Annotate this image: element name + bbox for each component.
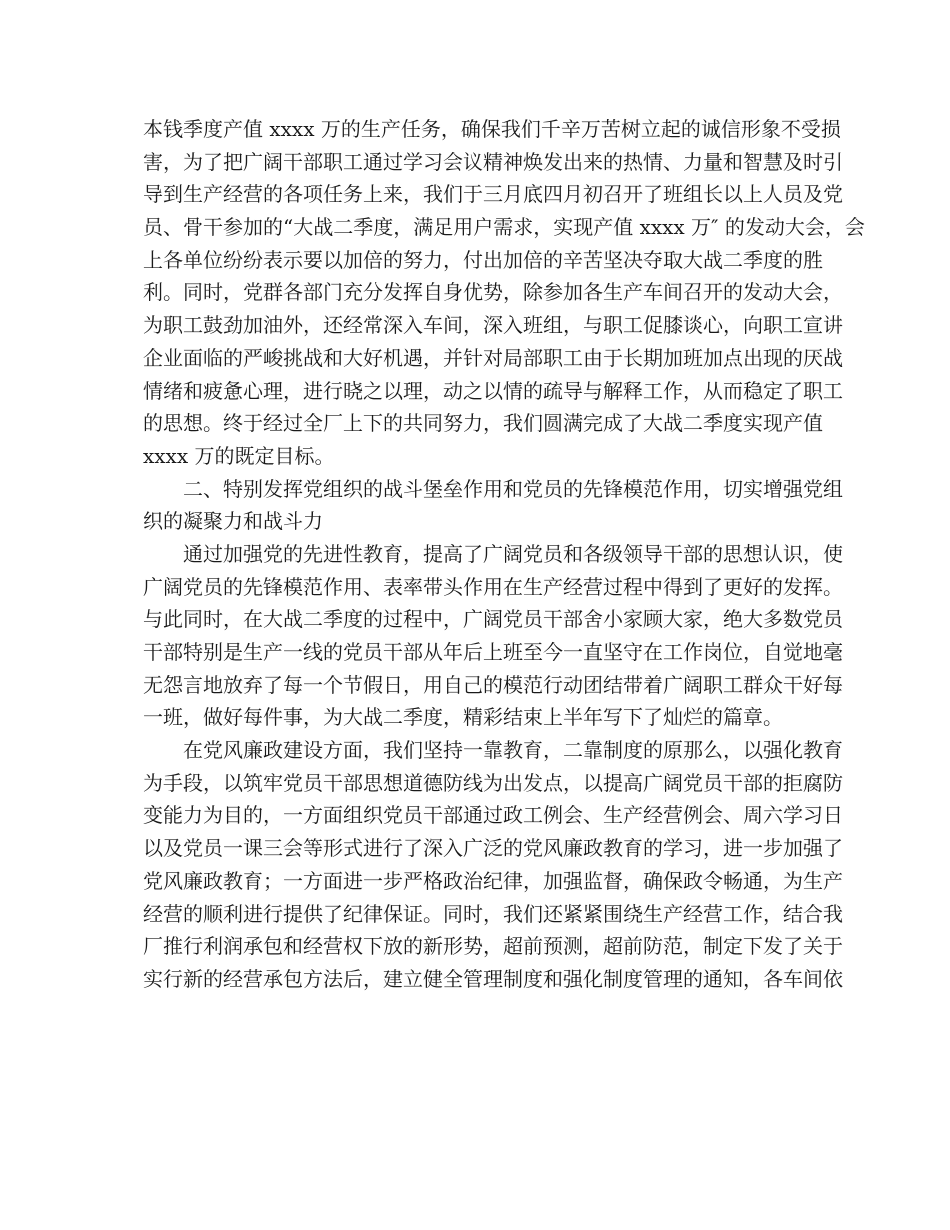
- text-line: 为职工鼓劲加油外，还经常深入车间，深入班组，与职工促膝谈心，向职工宣讲: [143, 313, 843, 338]
- text-line: 与此同时，在大战二季度的过程中，广阔党员干部舍小家顾大家，绝大多数党员: [143, 607, 843, 632]
- text-line: 以及党员一课三会等形式进行了深入广泛的党风廉政教育的学习，进一步加强了: [143, 836, 843, 861]
- text-line: 在党风廉政建设方面，我们坚持一靠教育，二靠制度的原那么，以强化教育: [183, 738, 843, 763]
- text-line: 织的凝聚力和战斗力: [143, 509, 323, 534]
- text-line: 导到生产经营的各项任务上来，我们于三月底四月初召开了班组长以上人员及党: [143, 182, 843, 207]
- text-line: 一班，做好每件事，为大战二季度，精彩结束上半年写下了灿烂的篇章。: [143, 705, 783, 730]
- text-line: xxxx 万的既定目标。: [143, 443, 335, 468]
- text-line: 经营的顺利进行提供了纪律保证。同时，我们还紧紧围绕生产经营工作，结合我: [143, 901, 843, 926]
- text-line: 利。同时，党群各部门充分发挥自身优势，除参加各生产车间召开的发动大会，: [143, 280, 843, 305]
- text-line: 无怨言地放弃了每一个节假日，用自己的模范行动团结带着广阔职工群众干好每: [143, 672, 843, 697]
- text-line: 二、特别发挥党组织的战斗堡垒作用和党员的先锋模范作用，切实增强党组: [183, 476, 843, 501]
- text-line: 厂推行利润承包和经营权下放的新形势，超前预测，超前防范，制定下发了关于: [143, 934, 843, 959]
- text-line: 党风廉政教育；一方面进一步严格政治纪律，加强监督，确保政令畅通，为生产: [143, 868, 843, 893]
- text-line: 变能力为目的，一方面组织党员干部通过政工例会、生产经营例会、周六学习日: [143, 803, 843, 828]
- text-line: 通过加强党的先进性教育，提高了广阔党员和各级领导干部的思想认识，使: [183, 541, 843, 566]
- text-line: 企业面临的严峻挑战和大好机遇，并针对局部职工由于长期加班加点出现的厌战: [143, 345, 843, 370]
- text-line: 员、骨干参加的“大战二季度，满足用户需求，实现产值 xxxx 万″ 的发动大会，会: [143, 215, 865, 240]
- text-line: 情绪和疲惫心理，进行晓之以理，动之以情的疏导与解释工作，从而稳定了职工: [143, 378, 843, 403]
- text-line: 广阔党员的先锋模范作用、表率带头作用在生产经营过程中得到了更好的发挥。: [143, 574, 843, 599]
- text-line: 干部特别是生产一线的党员干部从年后上班至今一直坚守在工作岗位，自觉地毫: [143, 640, 843, 664]
- text-line: 为手段，以筑牢党员干部思想道德防线为出发点，以提高广阔党员干部的拒腐防: [143, 770, 843, 795]
- text-line: 害，为了把广阔干部职工通过学习会议精神焕发出来的热情、力量和智慧及时引: [143, 149, 843, 174]
- text-line: 实行新的经营承包方法后，建立健全管理制度和强化制度管理的通知，各车间依: [143, 966, 843, 991]
- text-line: 的思想。终于经过全厂上下的共同努力，我们圆满完成了大战二季度实现产值: [143, 411, 823, 436]
- text-line: 上各单位纷纷表示要以加倍的努力，付出加倍的辛苦坚决夺取大战二季度的胜: [143, 247, 823, 272]
- body-text: [143, 113, 865, 996]
- text-line: 本钱季度产值 xxxx 万的生产任务，确保我们千辛万苦树立起的诚信形象不受损: [143, 117, 841, 141]
